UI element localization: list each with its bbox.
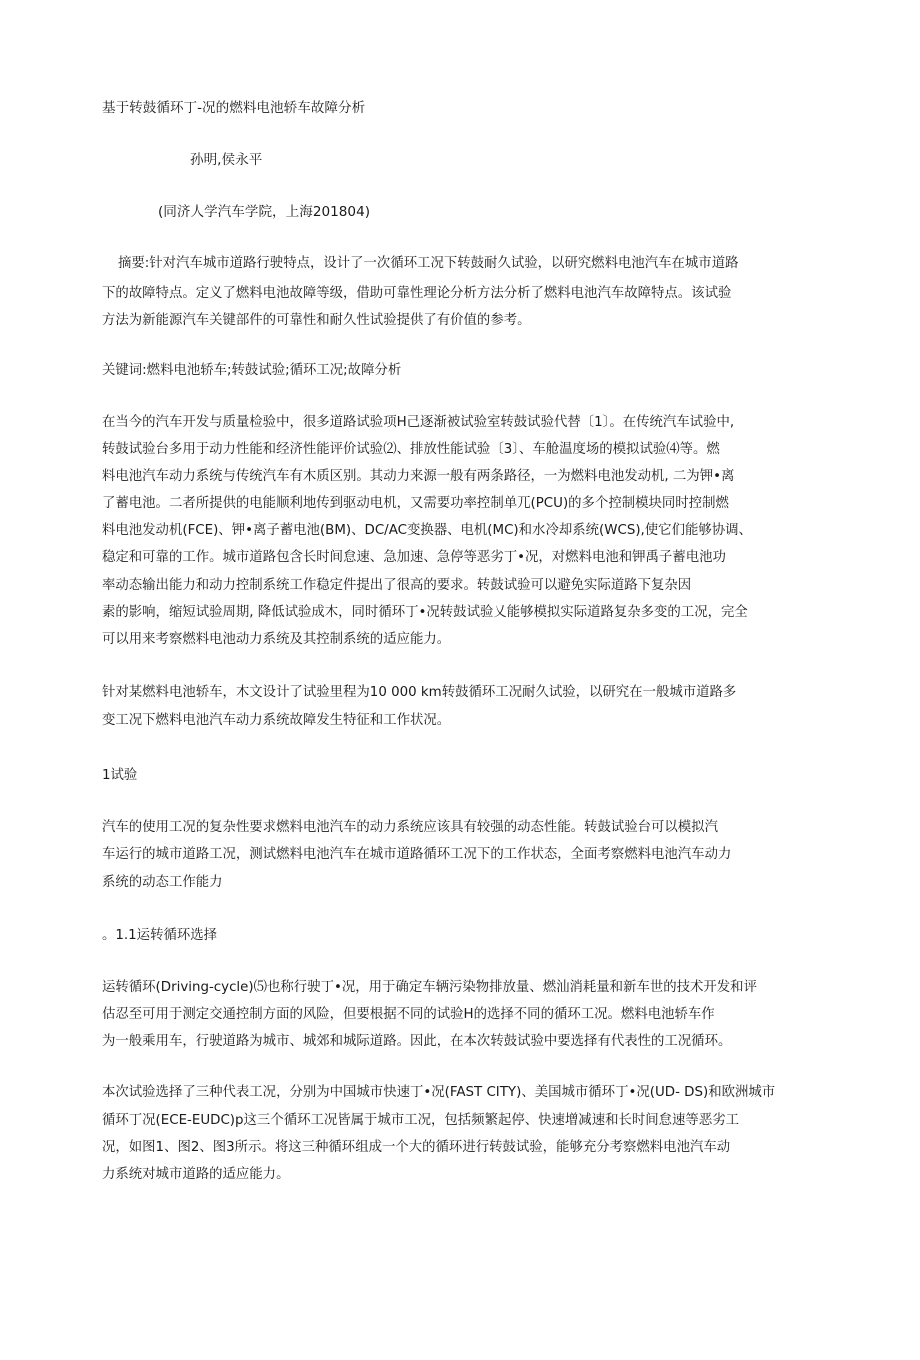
intro2-line: 变工况下燃料电池汽车动力系统故障发生特征和工作状况。 xyxy=(102,713,451,728)
intro-line: 了蓄电池。二者所提供的电能顺利地传到驱动电机，又需要功率控制单兀(PCU)的多个控制模块同时控制燃 xyxy=(102,496,729,511)
abstract-line: 方法为新能源汽车关键部件的可靠性和耐久性试验提供了有价值的参考。 xyxy=(102,313,531,328)
intro-line: 在当今的汽车开发与质量检验中，很多道路试验项H己逐渐被试验室转鼓试验代替〔1〕。在传统汽车试验中, xyxy=(102,415,735,430)
section11-line: 运转循环(Driving-cycle)⑸也称行驶丁•况，用于确定车辆污染物排放量、燃汕消耗量和新车世的技术开发和评 xyxy=(102,980,757,995)
section11b-line: 本次试验选择了三种代表工况，分别为中国城市快速丁•况(FAST CITY)、美国城市循环丁•况(UD- DS)和欧洲城市 xyxy=(102,1085,776,1100)
section-heading-1-1: 。1.1运转循环选择 xyxy=(102,928,218,943)
paper-authors: 孙明,侯永平 xyxy=(190,152,263,168)
paper-affiliation: (同济人学汽车学院，上海201804) xyxy=(158,204,371,220)
section1-line: 汽车的使用工况的复杂性要求燃料电池汽车的动力系统应该具有较强的动态性能。转鼓试验台可以模拟汽 xyxy=(102,820,718,835)
section11b-line: 况，如图1、图2、图3所示。将这三种循环组成一个大的循环进行转鼓试验，能够充分考察燃料电池汽车动 xyxy=(102,1140,731,1155)
section11-line: 估忍至可用于测定交通控制方面的风险，但要根据不同的试验H的选择不同的循环工况。燃料电池轿车作 xyxy=(102,1007,715,1022)
section1-line: 系统的动态工作能力 xyxy=(102,875,223,890)
abstract-line: 摘要:针对汽车城市道路行驶特点，设计了一次循环工况下转鼓耐久试验，以研究燃料电池汽车在城市道路 xyxy=(118,256,739,271)
section11b-line: 循环丁况(ECE-EUDC)p这三个循环工况皆属于城市工况，包括频繁起停、快速增减速和长时间怠速等恶劣工 xyxy=(102,1113,739,1128)
keywords-line: 关键词:燃料电池轿车;转鼓试验;循环工况;故障分析 xyxy=(102,363,402,378)
intro-line: 料电池发动机(FCE)、钾•离子蓄电池(BM)、DC/AC变换器、电机(MC)和水冷却系统(WCS),使它们能够协调、 xyxy=(102,523,752,538)
intro-line: 料电池汽车动力系统与传统汽车有木质区别。其动力来源一般有两条路径，一为燃料电池发动机, 二为钾•离 xyxy=(102,469,735,484)
section-heading-1: 1试验 xyxy=(102,768,138,783)
abstract-line: 下的故障特点。定义了燃料电池故障等级，借助可靠性理论分析方法分析了燃料电池汽车故障特点。该试验 xyxy=(102,286,732,301)
intro2-line: 针对某燃料电池轿车，木文设计了试验里程为10 000 km转鼓循环工况耐久试验，以研究在一般城市道路多 xyxy=(102,685,737,700)
section1-line: 车运行的城市道路工况，测试燃料电池汽车在城市道路循环工况下的工作状态，全面考察燃料电池汽车动力 xyxy=(102,847,732,862)
paper-title: 基于转鼓循环丁-况的燃料电池轿车故障分析 xyxy=(102,100,366,116)
intro-line: 转鼓试验台多用于动力性能和经济性能评价试验⑵、排放性能试验〔3〕、车舱温度场的模拟试验⑷等。燃 xyxy=(102,442,720,457)
intro-line: 率动态输出能力和动力控制系统工作稳定件提出了很高的要求。转鼓试验可以避免实际道路下复杂因 xyxy=(102,578,692,593)
section11-line: 为一般乘用车，行驶道路为城市、城郊和城际道路。因此，在本次转鼓试验中要选择有代表性的工况循环。 xyxy=(102,1034,732,1049)
section11b-line: 力系统对城市道路的适应能力。 xyxy=(102,1167,290,1182)
intro-line: 素的影响，缩短试验周期, 降低试验成木，同时循环丁•况转鼓试验乂能够模拟实际道路复杂多变的工况，完全 xyxy=(102,605,748,620)
intro-line: 稳定和可靠的工作。城市道路包含长时间怠速、急加速、急停等恶劣丁•况，对燃料电池和钾禹子蓄电池功 xyxy=(102,550,726,565)
intro-line: 可以用来考察燃料电池动力系统及其控制系统的适应能力。 xyxy=(102,632,451,647)
